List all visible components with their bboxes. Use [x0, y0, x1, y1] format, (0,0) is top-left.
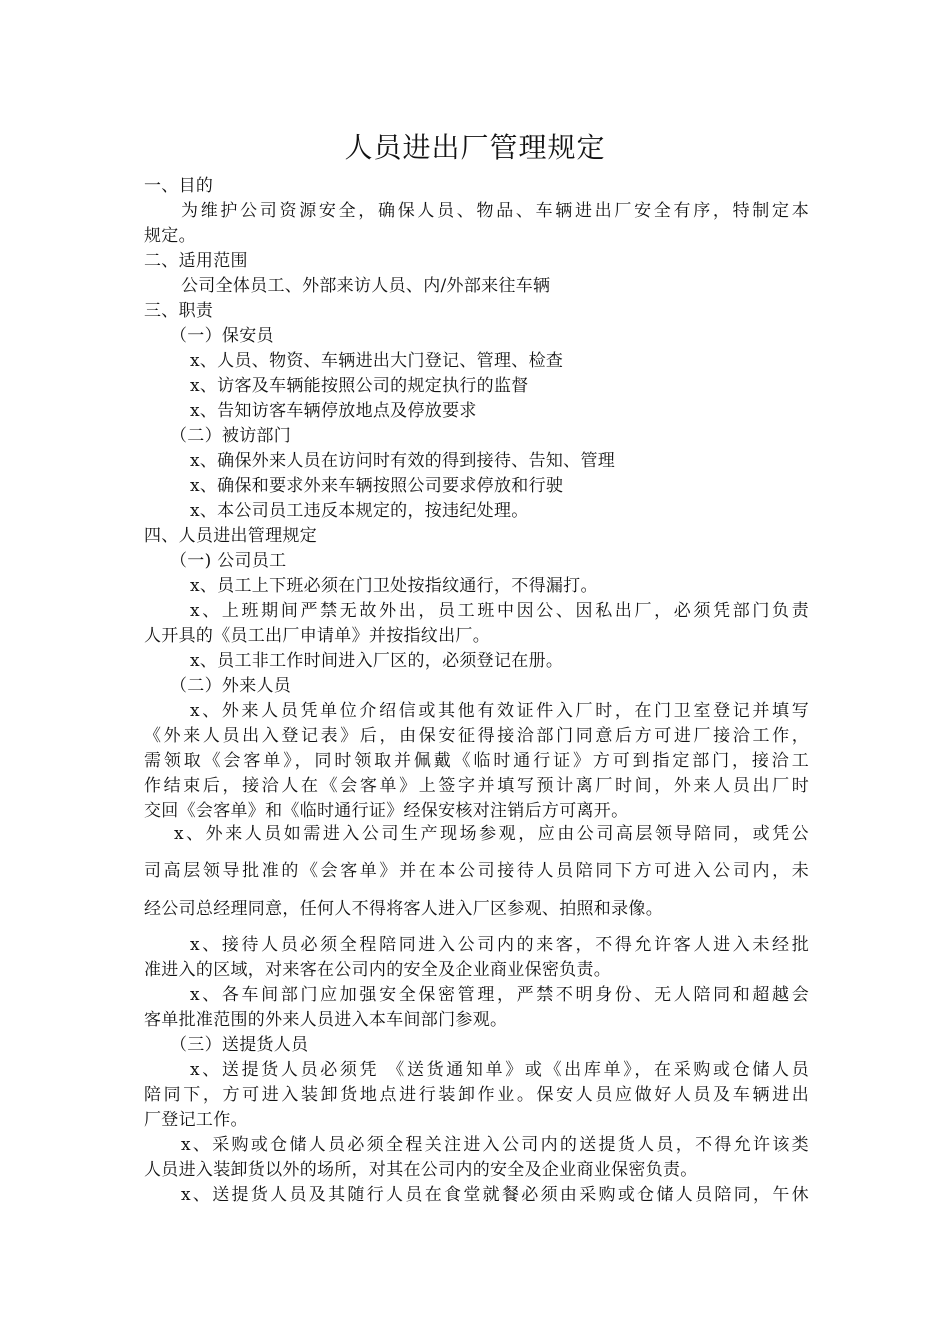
paragraph-line: 经公司总经理同意，任何人不得将客人进入厂区参观、拍照和录像。 [144, 899, 663, 919]
list-item: x、各车间部门应加强安全保密管理，严禁不明身份、无人陪同和超越会 [190, 985, 809, 1005]
section-heading-scope: 二、适用范围 [144, 251, 248, 271]
paragraph-line: 交回《会客单》和《临时通行证》经保安核对注销后方可离开。 [144, 801, 629, 821]
paragraph-line: 为维护公司资源安全，确保人员、物品、车辆进出厂安全有序，特制定本 [181, 201, 809, 221]
list-item: x、外来人员如需进入公司生产现场参观，应由公司高层领导陪同，或凭公 [174, 824, 809, 844]
paragraph-line: 准进入的区域，对来客在公司内的安全及企业商业保密负责。 [144, 960, 612, 980]
paragraph-line: 陪同下，方可进入装卸货地点进行装卸作业。保安人员应做好人员及车辆进出 [144, 1085, 809, 1105]
paragraph-line: 客单批准范围的外来人员进入本车间部门参观。 [144, 1010, 508, 1030]
paragraph-line: 公司全体员工、外部来访人员、内/外部来往车辆 [181, 276, 551, 296]
list-item: x、送提货人员必须凭 《送货通知单》或《出库单》，在采购或仓储人员 [190, 1060, 809, 1080]
list-item: x、采购或仓储人员必须全程关注进入公司内的送提货人员，不得允许该类 [181, 1135, 809, 1155]
subsection-heading: （三）送提货人员 [170, 1035, 309, 1055]
section-heading-personnel: 四、人员进出管理规定 [144, 526, 317, 546]
document-title: 人员进出厂管理规定 [344, 131, 606, 164]
paragraph-line: 司高层领导批准的《会客单》并在本公司接待人员陪同下方可进入公司内，未 [144, 861, 809, 881]
list-item: x、人员、物资、车辆进出大门登记、管理、检查 [190, 351, 564, 371]
paragraph-line: 人开具的《员工出厂申请单》并按指纹出厂。 [144, 626, 490, 646]
subsection-heading: （二）被访部门 [170, 426, 292, 446]
list-item: x、访客及车辆能按照公司的规定执行的监督 [190, 376, 529, 396]
list-item: x、员工上下班必须在门卫处按指纹通行，不得漏打。 [190, 576, 598, 596]
list-item: x、本公司员工违反本规定的，按违纪处理。 [190, 501, 529, 521]
paragraph-line: 规定。 [144, 226, 196, 246]
section-heading-duties: 三、职责 [144, 301, 214, 321]
paragraph-line: 《外来人员出入登记表》后，由保安征得接洽部门同意后方可进厂接洽工作， [144, 726, 809, 746]
list-item: x、接待人员必须全程陪同进入公司内的来客，不得允许客人进入未经批 [190, 935, 809, 955]
list-item: x、送提货人员及其随行人员在食堂就餐必须由采购或仓储人员陪同，午休 [181, 1185, 809, 1205]
list-item: x、上班期间严禁无故外出，员工班中因公、因私出厂，必须凭部门负责 [190, 601, 809, 621]
list-item: x、告知访客车辆停放地点及停放要求 [190, 401, 477, 421]
subsection-heading: （二）外来人员 [170, 676, 292, 696]
paragraph-line: 人员进入装卸货以外的场所，对其在公司内的安全及企业商业保密负责。 [144, 1160, 698, 1180]
section-heading-purpose: 一、目的 [144, 176, 214, 196]
list-item: x、外来人员凭单位介绍信或其他有效证件入厂时，在门卫室登记并填写 [190, 701, 809, 721]
paragraph-line: 厂登记工作。 [144, 1110, 248, 1130]
paragraph-line: 需领取《会客单》，同时领取并佩戴《临时通行证》方可到指定部门，接洽工 [144, 751, 809, 771]
subsection-heading: （一）保安员 [170, 326, 274, 346]
paragraph-line: 作结束后，接洽人在《会客单》上签字并填写预计离厂时间，外来人员出厂时 [144, 776, 809, 796]
list-item: x、确保外来人员在访问时有效的得到接待、告知、管理 [190, 451, 616, 471]
subsection-heading: （一) 公司员工 [170, 551, 287, 571]
list-item: x、员工非工作时间进入厂区的，必须登记在册。 [190, 651, 564, 671]
list-item: x、确保和要求外来车辆按照公司要求停放和行驶 [190, 476, 564, 496]
